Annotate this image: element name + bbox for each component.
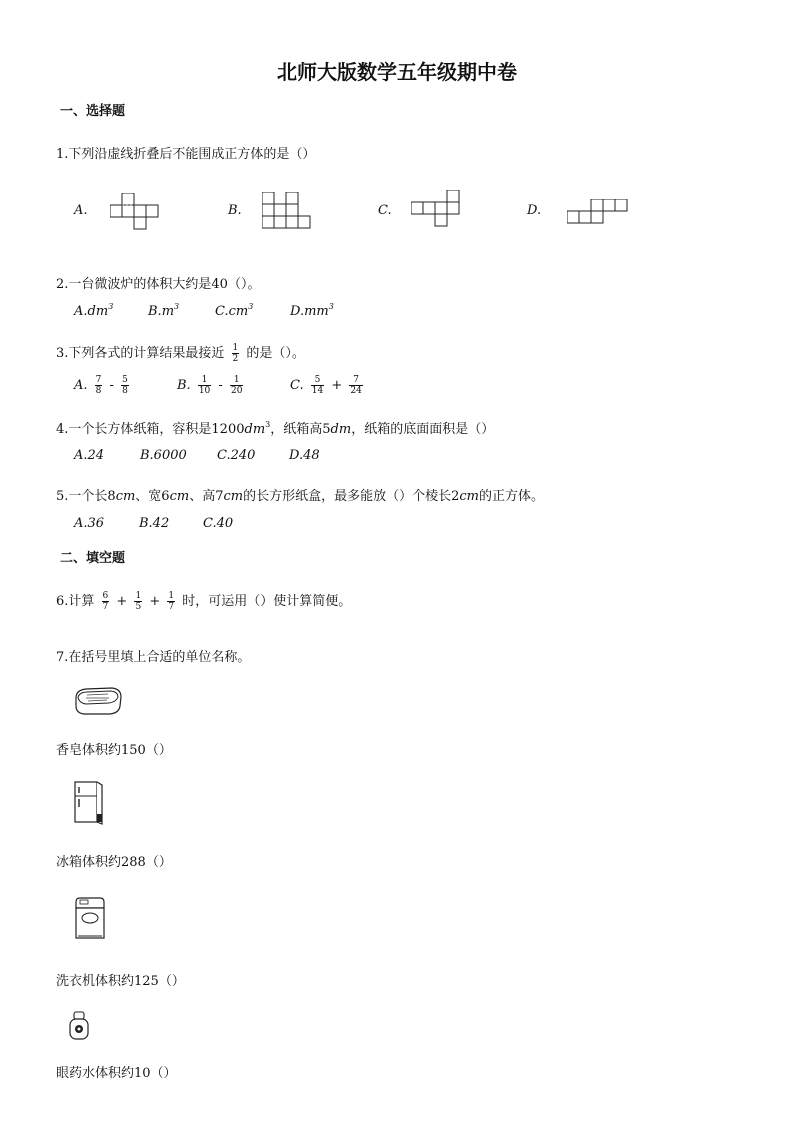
q1-option-c-label: C. <box>378 203 392 218</box>
q3-option-b: B. $\frac{1}{10}$ - $\frac{1}{20}$ <box>177 375 243 396</box>
q2-option-d: $D.mm^3$ <box>290 302 334 319</box>
q2-option-c: $C.cm^3$ <box>215 302 254 319</box>
q2-option-b: $B.m^3$ <box>148 302 180 319</box>
question-6: 6.计算 $\frac{6}{7}$ + $\frac{1}{5}$ + $\frac{1}{7}$ 时，可运用（）使计算简便。 <box>56 591 352 612</box>
q5-option-a: A.36 <box>74 516 105 531</box>
section-heading-choice: 一、选择题 <box>60 104 126 119</box>
q3-option-c: C. $\frac{5}{14}$ + $\frac{7}{24}$ <box>290 375 362 396</box>
washing-machine-icon <box>70 896 110 942</box>
refrigerator-icon <box>72 780 106 826</box>
q1-option-b-label: B. <box>228 203 242 218</box>
question-3: 3.下列各式的计算结果最接近 $\frac{1}{2}$ 的是（）。 <box>56 343 305 364</box>
q1-option-c-cube-net <box>411 190 463 232</box>
question-1: 1.下列沿虚线折叠后不能围成正方体的是（） <box>56 147 316 162</box>
fraction-half: $\frac{1}{2}$ <box>232 343 239 364</box>
q1-option-d-cube-net <box>567 199 629 227</box>
q1-option-a-cube-net <box>110 193 162 231</box>
q4-option-d: D.48 <box>289 448 320 463</box>
q5-option-b: B.42 <box>139 516 170 531</box>
item-washing-machine: 洗衣机体积约125（） <box>56 974 185 989</box>
q3-option-a: A. $\frac{7}{8}$ - $\frac{5}{8}$ <box>74 375 128 396</box>
q4-option-b: B.6000 <box>140 448 187 463</box>
question-7: 7.在括号里填上合适的单位名称。 <box>56 650 251 665</box>
item-refrigerator: 冰箱体积约288（） <box>56 855 172 870</box>
q1-option-a-label: A. <box>74 203 88 218</box>
question-2: 2.一台微波炉的体积大约是40（）。 <box>56 277 261 292</box>
q4-option-c: C.240 <box>217 448 256 463</box>
q1-option-d-label: D. <box>527 203 542 218</box>
q5-option-c: C.40 <box>203 516 234 531</box>
question-4: 4.一个长方体纸箱，容积是$1200dm^3$，纸箱高5dm，纸箱的底面面积是（） <box>56 420 495 437</box>
q1-option-b-cube-net <box>262 192 314 232</box>
page-title: 北师大版数学五年级期中卷 <box>277 60 517 84</box>
question-5: 5.一个长8cm、宽6cm、高7cm的长方形纸盒，最多能放（）个棱长2cm的正方体。 <box>56 489 544 504</box>
q2-option-a: $A.dm^3$ <box>74 302 114 319</box>
soap-icon <box>72 684 124 718</box>
item-soap: 香皂体积约150（） <box>56 743 172 758</box>
eye-drops-icon <box>64 1010 94 1042</box>
item-eye-drops: 眼药水体积约10（） <box>56 1066 177 1081</box>
q4-option-a: A.24 <box>74 448 105 463</box>
section-heading-fill: 二、填空题 <box>60 551 126 566</box>
